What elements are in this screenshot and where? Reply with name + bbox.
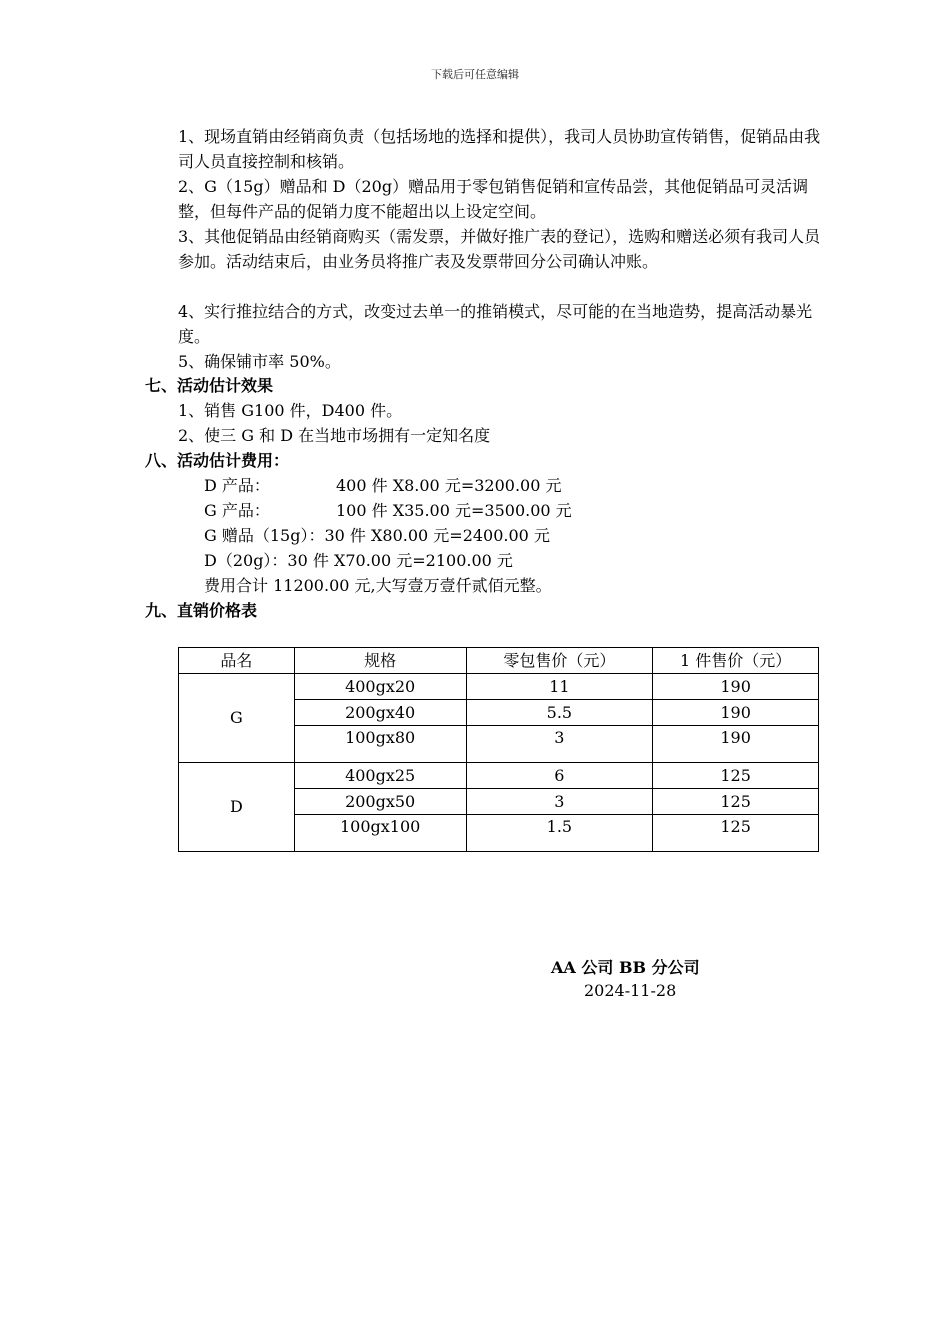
product-name-cell: D [179, 763, 295, 852]
section9-heading: 九、直销价格表 [145, 601, 258, 620]
section7-item-2: 2、使三 G 和 D 在当地市场拥有一定知名度 [178, 426, 491, 445]
cost-d-gift: D（20g）：30 件 X70.00 元=2100.00 元 [204, 551, 513, 570]
cost-total: 费用合计 11200.00 元,大写壹万壹仟贰佰元整。 [204, 576, 552, 595]
case-price-cell: 125 [653, 789, 819, 815]
product-name-cell: G [179, 674, 295, 763]
unit-price-cell: 1.5 [466, 815, 653, 852]
case-price-cell: 190 [653, 700, 819, 726]
unit-price-cell: 6 [466, 763, 653, 789]
spec-cell: 200gx40 [294, 700, 466, 726]
cost-d-label: D 产品： [204, 476, 270, 495]
section7-item-1: 1、销售 G100 件，D400 件。 [178, 401, 403, 420]
spec-cell: 200gx50 [294, 789, 466, 815]
spec-cell: 400gx20 [294, 674, 466, 700]
unit-price-cell: 5.5 [466, 700, 653, 726]
table-row [179, 763, 819, 789]
case-price-cell: 125 [653, 815, 819, 852]
spec-cell: 100gx100 [294, 815, 466, 852]
signature-date: 2024-11-28 [584, 981, 677, 1000]
column-header: 品名 [179, 648, 295, 674]
case-price-cell: 190 [653, 726, 819, 763]
price-table [178, 647, 819, 852]
table-row [179, 674, 819, 700]
signature-company: AA 公司 BB 分公司 [551, 958, 700, 977]
unit-price-cell: 11 [466, 674, 653, 700]
spec-cell: 400gx25 [294, 763, 466, 789]
unit-price-cell: 3 [466, 726, 653, 763]
table-header-row [179, 648, 819, 674]
cost-g-label: G 产品： [204, 501, 270, 520]
cost-d-value: 400 件 X8.00 元=3200.00 元 [336, 476, 562, 495]
section6-item-2: 2、G（15g）赠品和 D（20g）赠品用于零包销售促销和宣传品尝，其他促销品可灵活调整，但每件产品的促销力度不能超出以上设定空间。 [178, 177, 809, 221]
column-header: 零包售价（元） [466, 648, 653, 674]
section7-heading: 七、活动估计效果 [145, 376, 274, 395]
section6-item-3: 3、其他促销品由经销商购买（需发票，并做好推广表的登记），选购和赠送必须有我司人员参加。活动结束后，由业务员将推广表及发票带回分公司确认冲账。 [178, 227, 821, 271]
page-header: 下载后可任意编辑 [431, 68, 519, 81]
section6-item-1: 1、现场直销由经销商负责（包括场地的选择和提供），我司人员协助宣传销售，促销品由我司人员直接控制和核销。 [178, 127, 821, 171]
cost-g-gift: G 赠品（15g）：30 件 X80.00 元=2400.00 元 [204, 526, 550, 545]
unit-price-cell: 3 [466, 789, 653, 815]
section6-item-4: 4、实行推拉结合的方式，改变过去单一的推销模式，尽可能的在当地造势，提高活动暴光度。 [178, 302, 813, 346]
section6-item-5: 5、确保铺市率 50%。 [178, 352, 341, 371]
column-header: 1 件售价（元） [653, 648, 819, 674]
column-header: 规格 [294, 648, 466, 674]
cost-g-value: 100 件 X35.00 元=3500.00 元 [336, 501, 572, 520]
case-price-cell: 125 [653, 763, 819, 789]
case-price-cell: 190 [653, 674, 819, 700]
section8-heading: 八、活动估计费用： [145, 451, 290, 470]
spec-cell: 100gx80 [294, 726, 466, 763]
